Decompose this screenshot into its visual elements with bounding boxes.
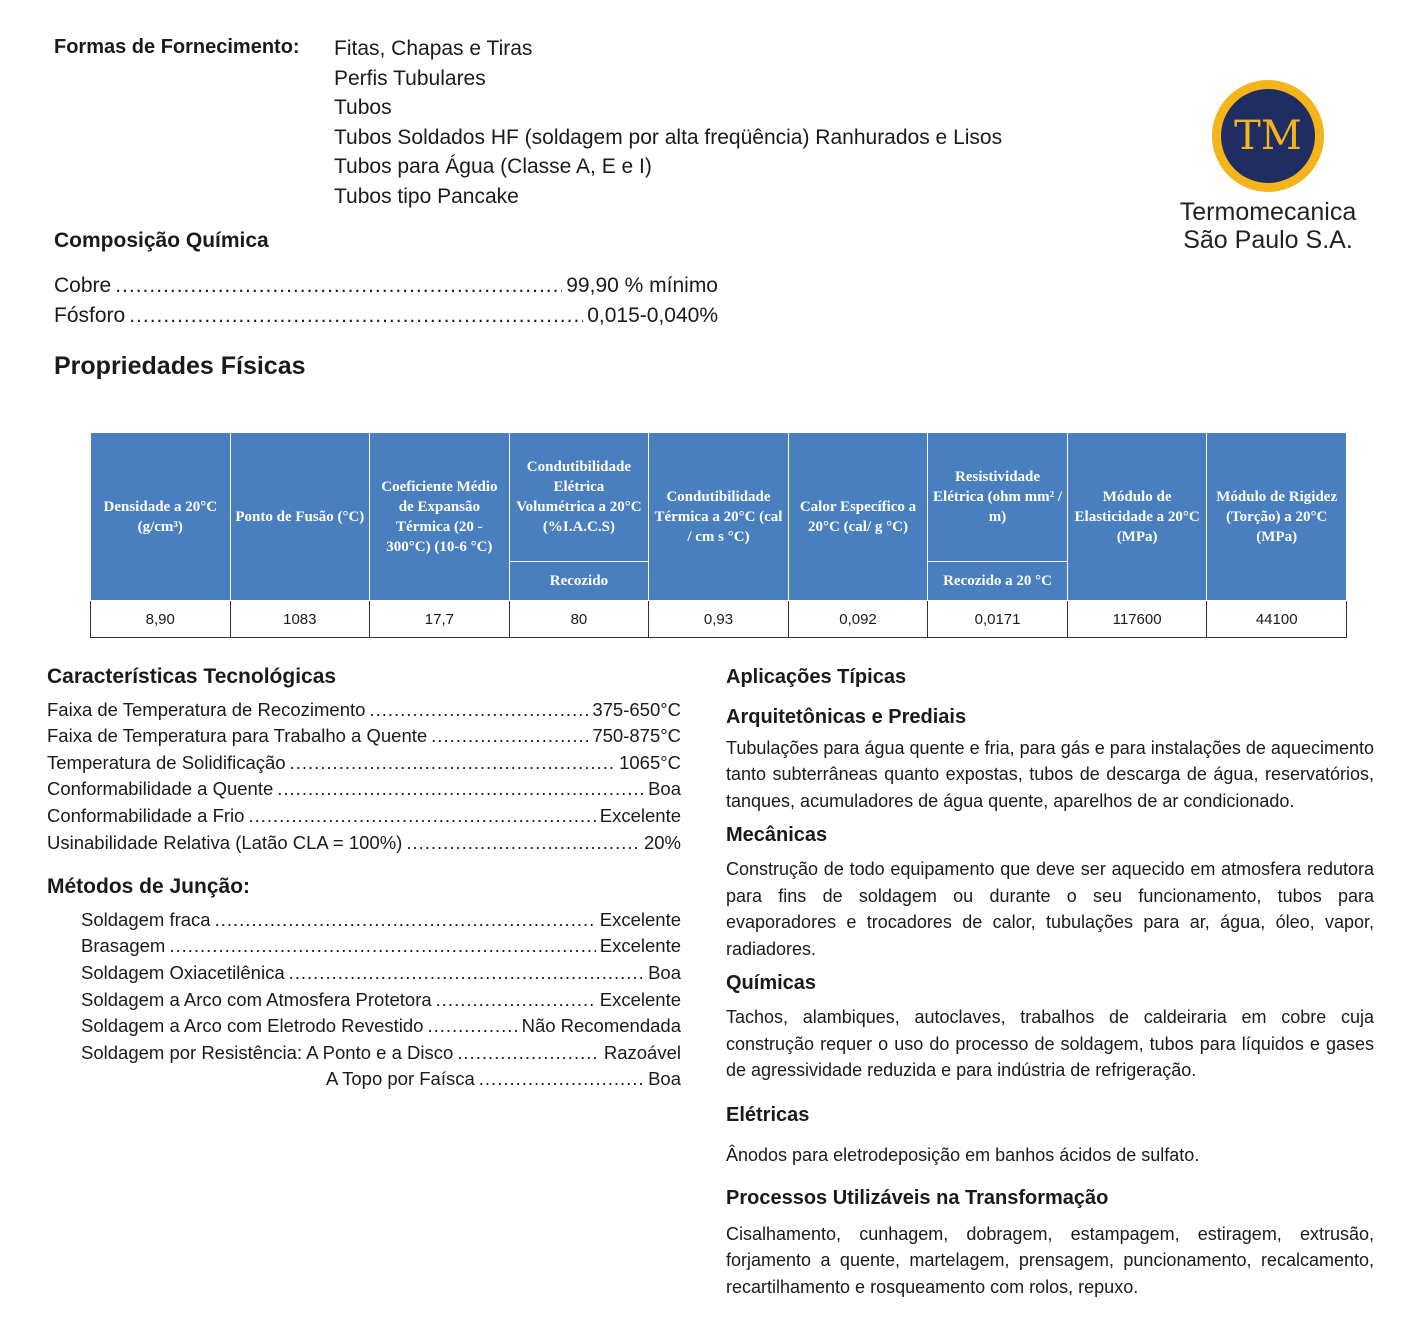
composition-heading: Composição Química [54,229,269,252]
col-header-density: Densidade a 20°C (g/cm³) [91,433,231,601]
supply-forms-list [334,34,1002,212]
joining-row [81,907,681,934]
tech-label: Faixa de Temperatura de Recozimento [47,698,366,720]
joining-label: Brasagem [81,935,166,957]
joining-row [81,933,681,960]
joining-label: Soldagem a Arco com Eletrodo Revestido [81,1015,424,1037]
application-text: Tachos, alambiques, autoclaves, trabalhos de caldeiraria em cobre cuja construção requer o uso do processo de soldagem, tubos para líquidos e gases de agressividade reduzida e para indústria de refrigeração. [726,1007,1374,1081]
company-name-line2: São Paulo S.A. [1183,226,1353,254]
joining-row [81,987,681,1014]
table-cell: 1083 [230,601,370,638]
dot-leader [169,933,595,960]
application-subheading: Mecânicas [726,824,828,847]
supply-form-item: Tubos tipo Pancake [334,184,519,208]
joining-label: Soldagem Oxiacetilênica [81,961,285,983]
dot-leader [406,830,640,857]
tech-value: 375-650°C [592,698,681,720]
right-column [726,664,1374,1300]
dot-leader [248,803,595,830]
joining-methods-list [81,907,681,1093]
applications-heading: Aplicações Típicas [726,666,907,688]
supply-form-item: Tubos para Água (Classe A, E e I) [334,155,652,179]
col-header-expansion: Coeficiente Médio de Expansão Térmica (20 - 300°C) (10-6 °C) [370,433,510,601]
application-text: Ânodos para eletrodeposição em banhos ácidos de sulfato. [726,1145,1200,1166]
joining-value: Não Recomendada [521,1015,681,1037]
supply-form-item: Perfis Tubulares [334,66,486,90]
table-cell: 17,7 [370,601,510,638]
joining-value: Excelente [599,935,681,957]
tech-row [47,776,681,803]
dot-leader [290,750,616,777]
tm-logo-icon [1212,80,1324,192]
table-cell: 0,092 [788,601,928,638]
tech-label: Conformabilidade a Quente [47,778,274,800]
tech-row [47,750,681,777]
supply-form-item: Tubos Soldados HF (soldagem por alta freqüência) Ranhurados e Lisos [334,125,1003,149]
tech-row [47,830,681,857]
sub-header-annealed: Recozido [509,562,649,601]
tech-value: Excelente [599,804,681,826]
logo-mark: TM [1221,89,1315,183]
col-header-thermal-conductivity: Condutibilidade Térmica a 20°C (cal / cm s °C) [649,433,789,601]
joining-row [81,1013,681,1040]
composition-row [54,271,718,301]
tech-row [47,723,681,750]
tech-label: Temperatura de Solidificação [47,751,286,773]
application-subheading: Arquitetônicas e Prediais [726,706,967,729]
composition-label: Fósforo [54,304,126,327]
table-cell: 117600 [1067,601,1207,638]
tech-row [47,803,681,830]
table-row [91,601,1347,638]
composition-value: 99,90 % mínimo [566,274,718,297]
dot-leader [427,1013,517,1040]
application-text: Tubulações para água quente e fria, para gás e para instalações de aquecimento tanto subterrâneas quanto expostas, tubos de descarga de água, reservatórios, tanques, acumuladores de água quente, aparelhos de ar condicionado. [726,737,1374,811]
joining-label: Soldagem a Arco com Atmosfera Protetora [81,988,432,1010]
composition-row [54,301,718,331]
left-column [47,664,681,1093]
joining-methods-heading: Métodos de Junção: [47,875,251,899]
col-header-resistivity: Resistividade Elétrica (ohm mm² / m) [928,433,1068,562]
col-header-shear-modulus: Módulo de Rigidez (Torção) a 20°C (MPa) [1207,433,1347,601]
application-subheading: Processos Utilizáveis na Transformação [726,1186,1109,1209]
company-name [1160,198,1376,254]
application-text: Cisalhamento, cunhagem, dobragem, estampagem, estiragem, extrusão, forjamento a quente, martelagem, prensagem, puncionamento, recalcamento, recartilhamento e rosqueamento com rolos, repuxo. [726,1223,1374,1297]
joining-value: Excelente [599,908,681,930]
col-header-melting-point: Ponto de Fusão (°C) [230,433,370,601]
dot-leader [369,697,588,724]
col-header-elastic-modulus: Módulo de Elasticidade a 20°C (MPa) [1067,433,1207,601]
supply-form-item: Fitas, Chapas e Tiras [334,37,533,60]
dot-leader [289,960,644,987]
tech-label: Conformabilidade a Frio [47,804,245,826]
table-cell: 8,90 [91,601,231,638]
joining-label: Soldagem por Resistência: A Ponto e a Disco [81,1041,454,1063]
application-subheading: Elétricas [726,1103,810,1126]
application-text: Construção de todo equipamento que deve ser aquecido em atmosfera redutora para fins de soldagem ou durante o seu funcionamento, tubos para evaporadores e trocadores de calor, tubulações para ar, água, óleo, vapor, radiadores. [726,859,1374,959]
physical-properties-table [90,432,1347,638]
dot-leader [431,723,588,750]
tech-value: 750-875°C [592,725,681,747]
col-header-electrical-conductivity: Condutibilidade Elétrica Volumétrica a 20°C (%I.A.C.S) [509,433,649,562]
joining-row [81,1040,681,1067]
tech-value: 1065°C [619,751,681,773]
tech-value: 20% [643,831,681,853]
table-cell: 44100 [1207,601,1347,638]
tech-label: Usinabilidade Relativa (Latão CLA = 100%) [47,831,403,853]
composition-label: Cobre [54,274,112,297]
application-subheading: Químicas [726,972,817,995]
table-cell: 0,0171 [928,601,1068,638]
tech-value: Boa [648,778,681,800]
dot-leader [129,301,583,331]
joining-label: A Topo por Faísca [326,1068,475,1090]
supply-form-item: Tubos [334,96,392,120]
composition-list [54,271,718,331]
col-header-specific-heat: Calor Específico a 20°C (cal/ g °C) [788,433,928,601]
dot-leader [215,907,596,934]
dot-leader [115,271,562,301]
physical-properties-heading: Propriedades Físicas [54,352,306,380]
joining-row [81,1066,681,1093]
table-cell: 80 [509,601,649,638]
supply-forms-label: Formas de Fornecimento: [54,36,300,58]
tech-label: Faixa de Temperatura para Trabalho a Quente [47,725,428,747]
tech-characteristics-heading: Características Tecnológicas [47,665,337,688]
dot-leader [436,987,596,1014]
joining-value: Razoável [603,1041,681,1063]
dot-leader [479,1066,644,1093]
sub-header-annealed-20c: Recozido a 20 °C [928,562,1068,601]
dot-leader [277,776,644,803]
joining-value: Boa [648,1068,681,1090]
joining-label: Soldagem fraca [81,908,211,930]
tech-row [47,697,681,724]
joining-row [81,960,681,987]
company-logo [1160,80,1376,254]
company-name-line1: Termomecanica [1179,198,1357,226]
dot-leader [457,1040,600,1067]
joining-value: Excelente [599,988,681,1010]
joining-value: Boa [648,961,681,983]
table-cell: 0,93 [649,601,789,638]
composition-value: 0,015-0,040% [587,304,718,327]
